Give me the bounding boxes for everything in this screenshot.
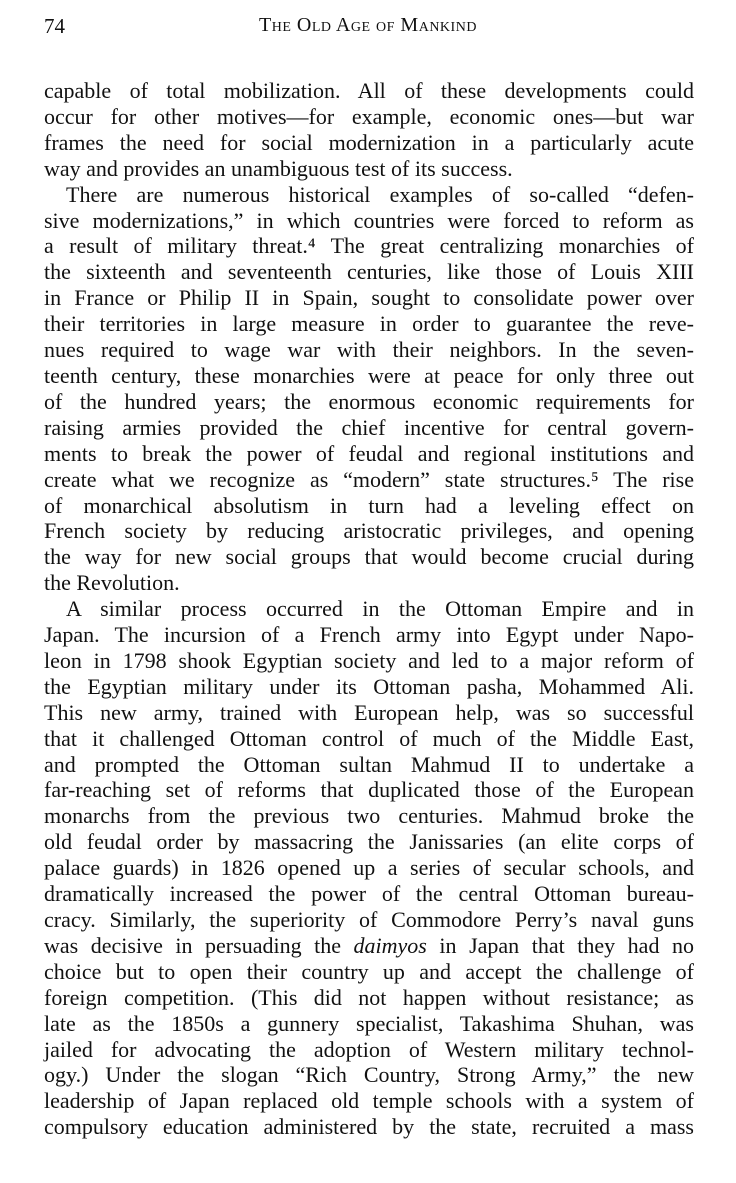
text-line: There are numerous historical examples of so-called “defen- — [66, 181, 694, 207]
text-line: of monarchical absolutism in turn had a leveling effect on — [44, 492, 694, 518]
text-line: A similar process occurred in the Ottoman Empire and in — [66, 596, 694, 622]
text-line: monarchs from the previous two centuries. Mahmud broke the — [44, 803, 694, 829]
text-line: capable of total mobilization. All of these developments could — [44, 78, 694, 103]
page-header — [44, 14, 692, 46]
text-line: far-reaching set of reforms that duplicated those of the European — [44, 777, 694, 803]
text-line: Japan. The incursion of a French army into Egypt under Napo- — [44, 622, 694, 648]
text-line: cracy. Similarly, the superiority of Commodore Perry’s naval guns — [44, 907, 694, 932]
text-line: ments to break the power of feudal and regional institutions and — [44, 440, 694, 466]
text-line: choice but to open their country up and accept the challenge of — [44, 958, 694, 984]
text-line: French society by reducing aristocratic privileges, and opening — [44, 518, 694, 544]
text-segment: was decisive in persuading the — [44, 932, 354, 958]
text-line: occur for other motives—for example, economic ones—but war — [44, 103, 694, 129]
text-line: old feudal order by massacring the Janissaries (an elite corps of — [44, 829, 694, 855]
text-line: the sixteenth and seventeenth centuries, like those of Louis XIII — [44, 259, 694, 285]
text-line: foreign competition. (This did not happen without resistance; as — [44, 984, 694, 1010]
text-line: leon in 1798 shook Egyptian society and led to a major reform of — [44, 647, 694, 673]
text-line: nues required to wage war with their neighbors. In the seven- — [44, 337, 694, 363]
text-line: the Egyptian military under its Ottoman pasha, Mohammed Ali. — [44, 673, 694, 699]
text-segment: in Japan that they had no — [426, 932, 694, 958]
text-line: the Revolution. — [44, 570, 180, 596]
text-line: palace guards) in 1826 opened up a series of secular schools, and — [44, 855, 694, 881]
text-line: way and provides an unambiguous test of its success. — [44, 155, 513, 181]
text-line: teenth century, these monarchies were at peace for only three out — [44, 362, 694, 388]
body-text — [44, 78, 694, 1140]
text-line: This new army, trained with European help, was so successful — [44, 699, 694, 725]
italic-term: daimyos — [353, 932, 427, 958]
running-head: The Old Age of Mankind — [259, 14, 477, 36]
text-line: in France or Philip II in Spain, sought to consolidate power over — [44, 285, 694, 311]
text-line: leadership of Japan replaced old temple schools with a system of — [44, 1088, 694, 1114]
text-line: dramatically increased the power of the central Ottoman bureau- — [44, 881, 694, 907]
text-line: ogy.) Under the slogan “Rich Country, Strong Army,” the new — [44, 1062, 694, 1088]
text-line-with-italic — [44, 933, 694, 959]
text-line: late as the 1850s a gunnery specialist, Takashima Shuhan, was — [44, 1010, 694, 1036]
text-line: create what we recognize as “modern” state structures.⁵ The rise — [44, 466, 694, 492]
text-line: sive modernizations,” in which countries were forced to reform as — [44, 207, 694, 233]
text-line: and prompted the Ottoman sultan Mahmud II to undertake a — [44, 751, 694, 777]
page-number: 74 — [44, 14, 65, 38]
text-line: of the hundred years; the enormous economic requirements for — [44, 388, 694, 414]
text-line: a result of military threat.⁴ The great centralizing monarchies of — [44, 233, 694, 259]
text-line: raising armies provided the chief incentive for central govern- — [44, 414, 694, 440]
text-line: their territories in large measure in order to guarantee the reve- — [44, 311, 694, 337]
text-line: jailed for advocating the adoption of Western military technol- — [44, 1036, 694, 1062]
text-line: frames the need for social modernization in a particularly acute — [44, 129, 694, 155]
text-line: that it challenged Ottoman control of much of the Middle East, — [44, 725, 694, 751]
text-line: compulsory education administered by the state, recruited a mass — [44, 1114, 694, 1140]
text-line: the way for new social groups that would become crucial during — [44, 544, 694, 570]
